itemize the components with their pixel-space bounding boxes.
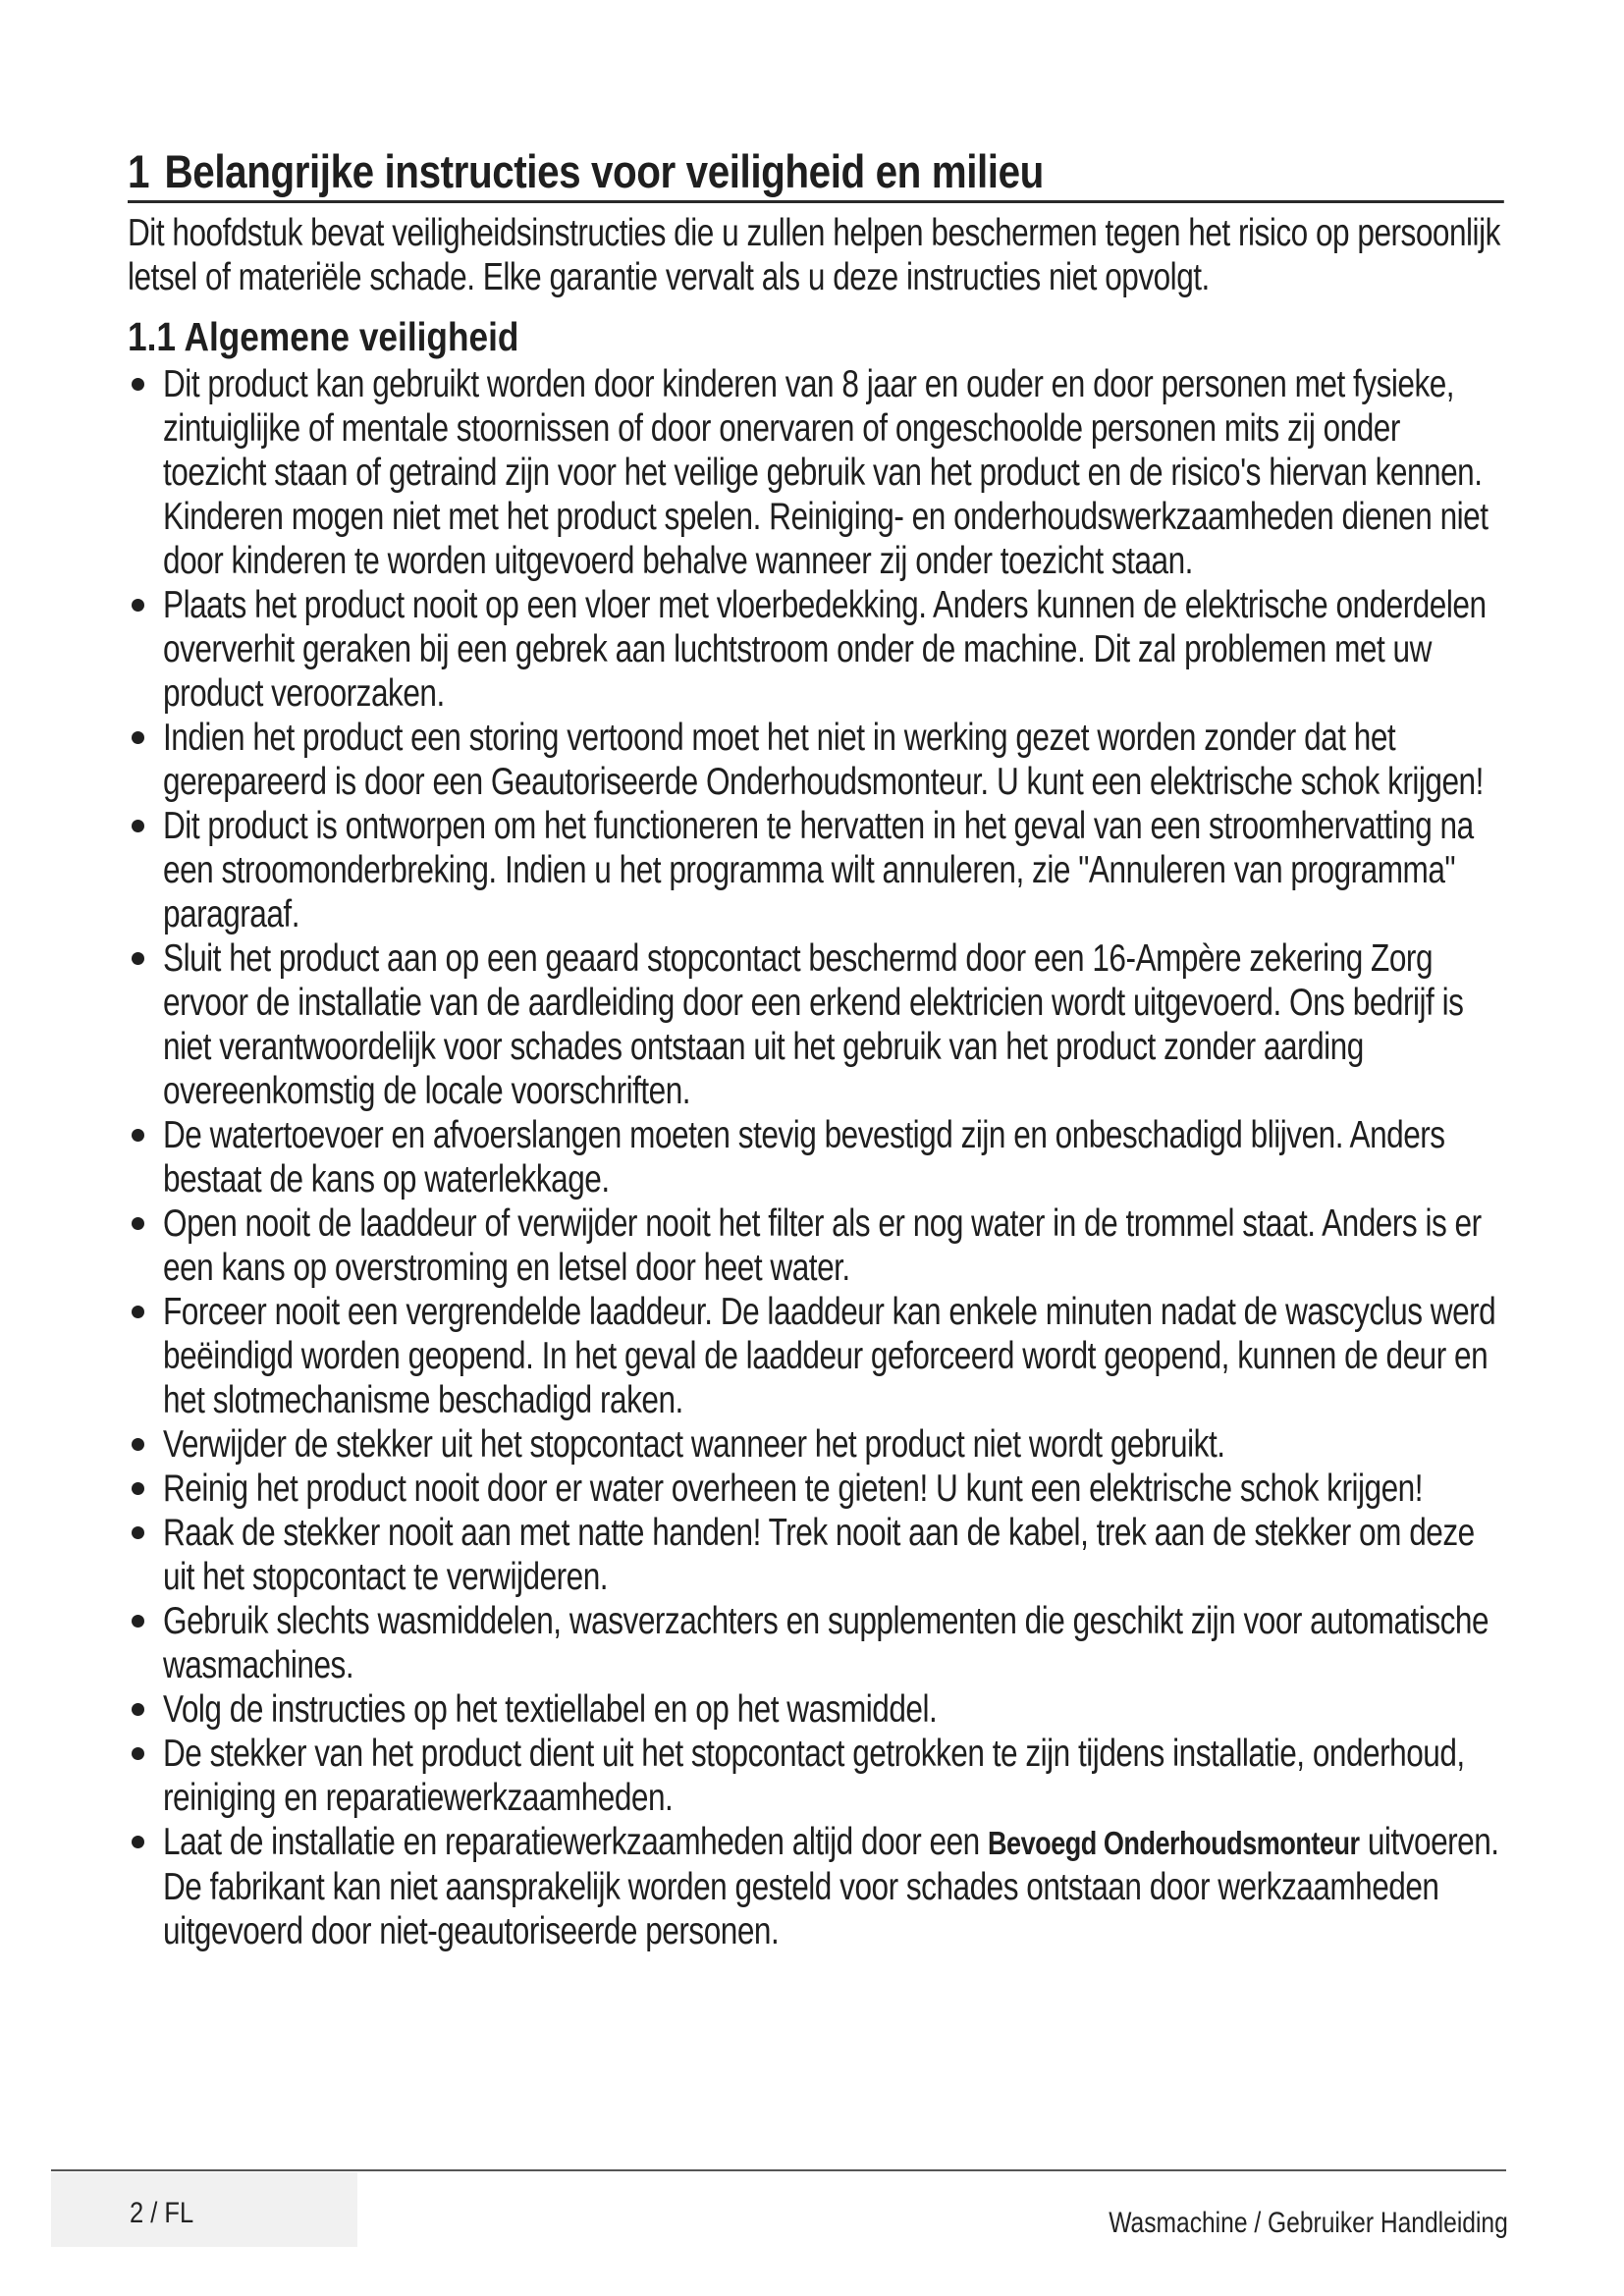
bullet-icon	[132, 1482, 144, 1495]
list-item	[128, 1201, 1507, 1290]
list-item-text: Dit product kan gebruikt worden door kinderen van 8 jaar en ouder en door personen met fysieke, zintuiglijke of mentale stoornissen of door onervaren of ongeschoolde personen mits zij onder toezicht staan of getraind zijn voor het veilige gebruik van het product en de risico's hiervan kennen. Kinderen mogen niet met het product spelen. Reiniging- en onderhoudswerkzaamheden dienen niet door kinderen te worden uitgevoerd behalve wanneer zij onder toezicht staan.	[163, 363, 1489, 582]
list-item-text: Plaats het product nooit op een vloer met vloerbedekking. Anders kunnen de elektrische onderdelen oververhit geraken bij een gebrek aan luchtstroom onder de machine. Dit zal problemen met uw product veroorzaken.	[163, 584, 1487, 715]
last-bullet-before: Laat de installatie en reparatiewerkzaamheden altijd door een	[163, 1821, 988, 1863]
bullet-icon	[132, 1129, 144, 1142]
list-item-text: Indien het product een storing vertoond moet het niet in werking gezet worden zonder dat het gerepareerd is door een Geautoriseerde Onderhoudsmonteur. U kunt een elektrische schok krijgen!	[163, 717, 1484, 803]
chapter-intro: Dit hoofdstuk bevat veiligheidsinstructies die u zullen helpen beschermen tegen het risico op persoonlijk letsel of materiële schade. Elke garantie vervalt als u deze instructies niet opvolgt.	[128, 212, 1500, 298]
manual-title: Wasmachine / Gebruiker Handleiding	[1109, 2207, 1508, 2239]
last-bullet-after: uitvoeren. De fabrikant kan niet aansprakelijk worden gesteld voor schades ontstaan door werkzaamheden uitgevoerd door niet-geautoriseerde personen.	[163, 1821, 1499, 1952]
list-item	[128, 716, 1507, 804]
bullet-icon	[132, 599, 144, 612]
chapter-title-text: Belangrijke instructies voor veiligheid en milieu	[164, 145, 1044, 197]
list-item	[128, 1599, 1507, 1687]
safety-bullet-list	[128, 362, 1507, 1953]
list-item	[128, 362, 1507, 583]
list-item	[128, 1113, 1507, 1201]
chapter-title	[128, 147, 1504, 203]
bullet-icon	[132, 1747, 144, 1760]
list-item-text-last	[163, 1820, 1506, 1953]
bullet-icon	[132, 1615, 144, 1628]
bullet-icon	[132, 1836, 144, 1848]
list-item-text: Sluit het product aan op een geaard stopcontact beschermd door een 16-Ampère zekering Zorg ervoor de installatie van de aardleiding door een erkend elektricien wordt uitgevoerd. Ons bedrijf is niet verantwoordelijk voor schades ontstaan uit het gebruik van het product zonder aarding overeenkomstig de locale voorschriften.	[163, 937, 1464, 1112]
list-item	[128, 583, 1507, 716]
list-item	[128, 1732, 1507, 1820]
list-item	[128, 1511, 1507, 1599]
bullet-icon	[132, 1306, 144, 1318]
list-item-text: Gebruik slechts wasmiddelen, wasverzachters en supplementen die geschikt zijn voor automatische wasmachines.	[163, 1600, 1489, 1686]
list-item	[128, 1687, 1507, 1732]
bullet-icon	[132, 378, 144, 391]
list-item	[128, 1467, 1507, 1511]
list-item	[128, 804, 1507, 936]
bullet-icon	[132, 1703, 144, 1716]
list-item	[128, 1422, 1507, 1467]
list-item-text: Reinig het product nooit door er water overheen te gieten! U kunt een elektrische schok krijgen!	[163, 1468, 1423, 1510]
list-item-text: Volg de instructies op het textiellabel en op het wasmiddel.	[163, 1688, 938, 1731]
bullet-icon	[132, 731, 144, 744]
list-item-text: De watertoevoer en afvoerslangen moeten stevig bevestigd zijn en onbeschadigd blijven. Anders bestaat de kans op waterlekkage.	[163, 1114, 1445, 1201]
bullet-icon	[132, 1217, 144, 1230]
bullet-icon	[132, 1438, 144, 1451]
list-item-text: Raak de stekker nooit aan met natte handen! Trek nooit aan de kabel, trek aan de stekker om deze uit het stopcontact te verwijderen.	[163, 1512, 1475, 1598]
list-item	[128, 936, 1507, 1113]
list-item	[128, 1820, 1507, 1953]
list-item-text: Open nooit de laaddeur of verwijder nooit het filter als er nog water in de trommel staat. Anders is er een kans op overstroming en letsel door heet water.	[163, 1202, 1482, 1289]
list-item-text: Verwijder de stekker uit het stopcontact wanneer het product niet wordt gebruikt.	[163, 1423, 1225, 1466]
list-item-text: Dit product is ontworpen om het functioneren te hervatten in het geval van een stroomhervatting na een stroomonderbreking. Indien u het programma wilt annuleren, zie "Annuleren van programma" paragraaf.	[163, 805, 1474, 935]
list-item-text: De stekker van het product dient uit het stopcontact getrokken te zijn tijdens installatie, onderhoud, reiniging en reparatiewerkzaamheden.	[163, 1733, 1465, 1819]
last-bullet-bold: Bevoegd Onderhoudsmonteur	[987, 1825, 1360, 1861]
bullet-icon	[132, 952, 144, 965]
document-page	[128, 147, 1507, 1953]
footer-page-box	[51, 2172, 357, 2247]
bullet-icon	[132, 820, 144, 832]
list-item-text: Forceer nooit een vergrendelde laaddeur. De laaddeur kan enkele minuten nadat de wascyclus werd beëindigd worden geopend. In het geval de laaddeur geforceerd wordt geopend, kunnen de deur en het slotmechanisme beschadigd raken.	[163, 1291, 1496, 1421]
chapter-number: 1	[128, 145, 150, 197]
list-item	[128, 1290, 1507, 1422]
footer-divider	[51, 2169, 1506, 2171]
page-number: 2 / FL	[130, 2197, 194, 2229]
section-title: 1.1 Algemene veiligheid	[128, 314, 519, 359]
bullet-icon	[132, 1526, 144, 1539]
